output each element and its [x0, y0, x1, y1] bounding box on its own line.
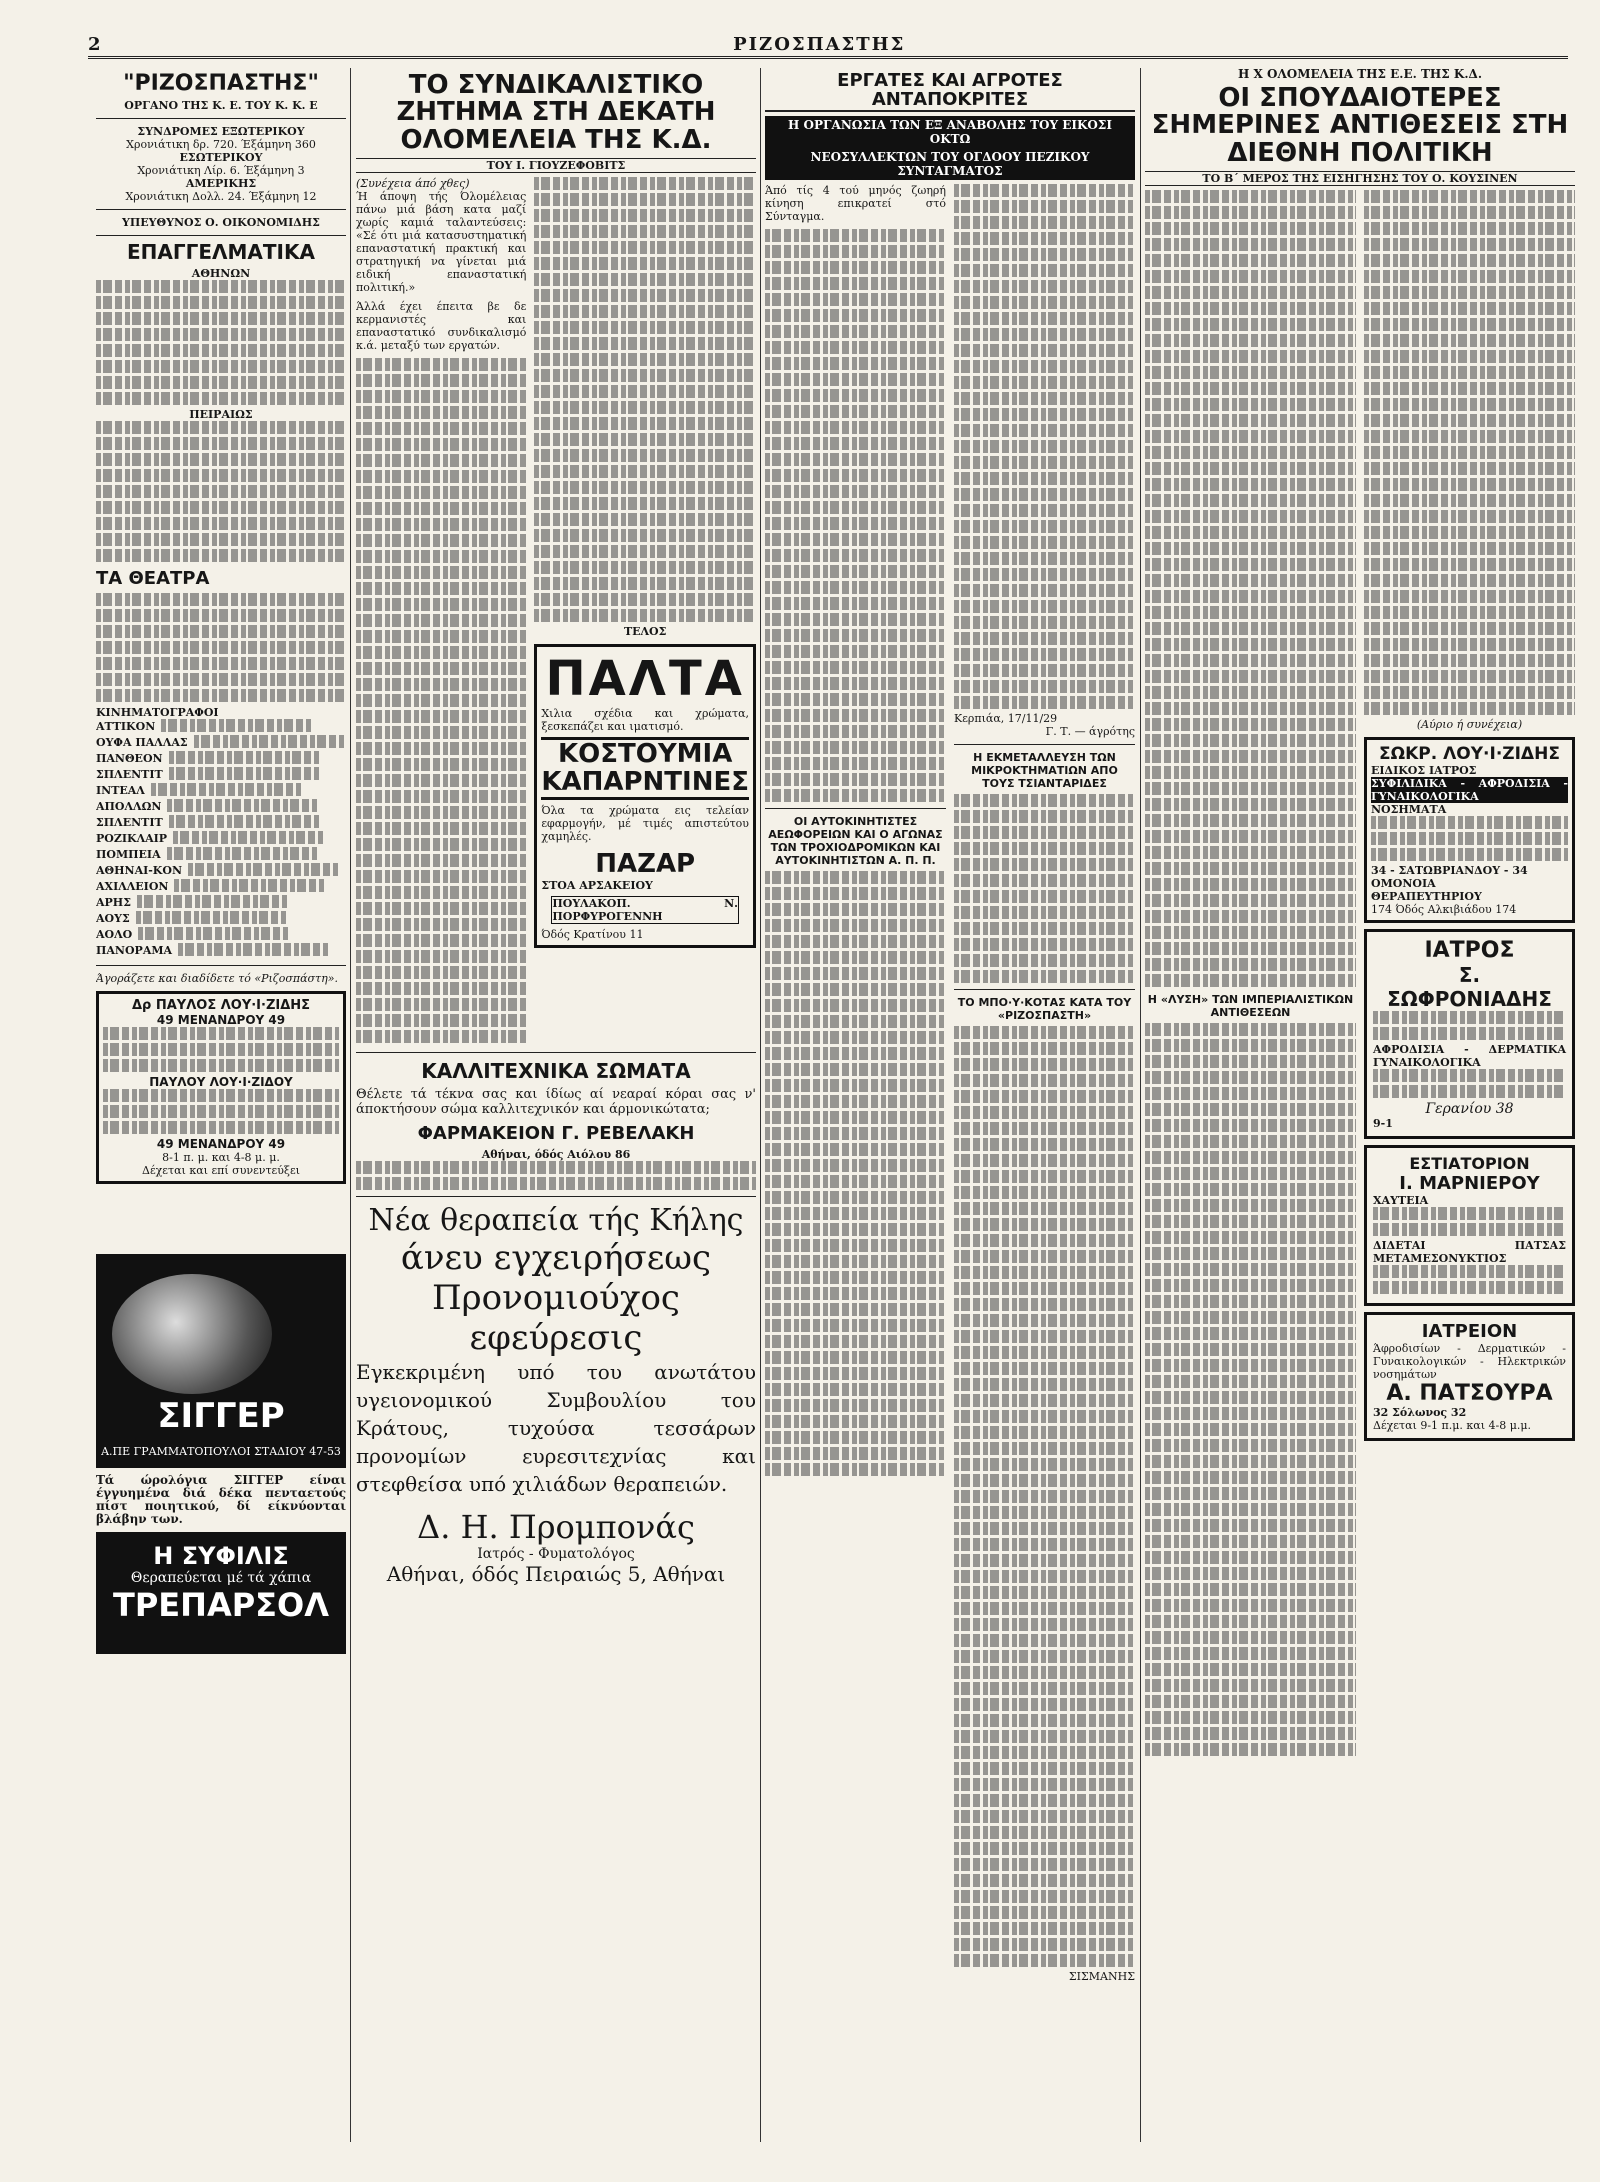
restaurant-heading: ΕΣΤΙΑΤΟΡΙΟΝ: [1409, 1153, 1530, 1173]
center-left-column: [356, 68, 756, 2142]
doctor-clinic: ΠΑΥΛΟΥ ΛΟΥ·Ι·ΖΙΔΟΥ: [149, 1075, 293, 1090]
column3-subtitle-2: ΝΕΟΣΥΛΛΕΚΤΩΝ ΤΟΥ ΟΓΔΟΟΥ ΠΕΖΙΚΟΥ ΣΥΝΤΑΓΜΑΤΟΣ: [765, 148, 1135, 180]
ad-bazaar: ΠΑΖΑΡ: [595, 849, 696, 880]
cinema-item: ΑΟΛΟ: [96, 927, 346, 943]
editor-line: ΥΠΕΥΘΥΝΟΣ Ο. ΟΙΚΟΝΟΜΙΔΗΣ: [122, 216, 320, 230]
singer-text: Τά ώρολόγια ΣΙΓΓΕΡ είναι έγγυημένα διά δέκα πενταετούς πίστ ποιητικού, δί είκνύονται βλάβην των.: [96, 1473, 346, 1527]
sofroniadis-specialty: ΑΦΡΟΔΙΣΙΑ - ΔΕΡΜΑΤΙΚΑ ΓΥΝΑΙΚΟΛΟΓΙΚΑ: [1373, 1042, 1566, 1069]
therapy-doctor-title: Ιατρός - Φυματολόγος: [477, 1545, 635, 1562]
therapy-doctor-address: Αθήναι, όδός Πειραιώς 5, Αθήναι: [386, 1561, 726, 1586]
paper-organ: ΟΡΓΑΝΟ ΤΗΣ Κ. Ε. ΤΟΥ Κ. Κ. Ε: [124, 99, 318, 113]
subscriptions-line: Χρονιάτικη Λίρ. 6. Έξάμηνη 3: [137, 164, 305, 178]
paragraph: Άλλά έχει έπειτα βε δε κερμανιστές και επαναστατικό συνδικαλισμό κ.ά. μεταξύ των εργατών.: [356, 299, 527, 352]
exploitation-heading: Η ΕΚΜΕΤΑΛΛΕΥΣΗ ΤΩΝ ΜΙΚΡΟΚΤΗΜΑΤΙΩΝ ΑΠΟ ΤΟΥΣ ΤΣΙΑΝΤΑΡΙΔΕΣ: [971, 750, 1118, 790]
ad-suits: ΚΟΣΤΟΥΜΙΑ ΚΑΠΑΡΝΤΙΝΕΣ: [541, 737, 749, 800]
column-rule: [1140, 68, 1141, 2142]
masthead-title: ΡΙΖΟΣΠΑΣΤΗΣ: [733, 33, 906, 55]
paragraph: Ή άποψη τής Όλομέλειας πάνω μιά βάση κατα μαζί χωρίς καμιά ταλαντεύσεις: «Σέ ότι μιά κατασυστηματική επαναστατική πρακτική και στρατηγική να γίνεται μιά ειδική επαναστατική πολιτική.»: [356, 189, 527, 294]
signoff-date: Κερπιάα, 17/11/29: [954, 711, 1058, 725]
center-right-column: [765, 68, 1135, 2142]
ad-bazaar-manager: ΠΟΥΛΑΚΟΠ. Ν. ΠΟΡΦΥΡΟΓΕΝΝΗ: [552, 897, 738, 924]
pharmacy-address: Αθήναι, όδός Αιόλου 86: [481, 1147, 631, 1161]
cinema-item: ΟΥΦΑ ΠΑΛΛΑΣ: [96, 735, 346, 751]
subscriptions-domestic-heading: ΕΣΩΤΕΡΙΚΟΥ: [179, 151, 263, 165]
sofroniadis-name: Σ. ΣΩΦΡΟΝΙΑΔΗΣ: [1387, 962, 1552, 1011]
doctor-pharmacy-address: 174 Όδός Αλκιβιάδου 174: [1371, 902, 1517, 916]
restaurant-name: Ι. ΜΑΡΝΙΕΡΟΥ: [1399, 1172, 1540, 1194]
singer-brand: ΣΙΓΓΕΡ: [157, 1396, 285, 1437]
sofroniadis-ad: [1364, 929, 1575, 1139]
therapy-heading: Νέα θεραπεία τής Κήλης: [368, 1202, 744, 1238]
doctor-address: 34 - ΣΑΤΩΒΡΙΑΝΔΟΥ - 34: [1371, 863, 1528, 877]
cinema-item: ΠΟΜΠΕΙΑ: [96, 847, 346, 863]
piraeus-label: ΠΕΙΡΑΙΩΣ: [189, 408, 253, 422]
clinic-name: Α. ΠΑΤΣΟΥΡΑ: [1386, 1380, 1553, 1406]
imperialist-heading: Η «ΛΥΣΗ» ΤΩΝ ΙΜΠΕΡΙΑΛΙΣΤΙΚΩΝ ΑΝΤΙΘΕΣΕΩΝ: [1147, 992, 1354, 1019]
cinema-item: ΑΡΗΣ: [96, 895, 346, 911]
cinema-item: ΣΠΛΕΝΤΙΤ: [96, 767, 346, 783]
syphilis-subtitle: Θεραπεύεται μέ τά χάπια: [130, 1570, 312, 1587]
doctor-address-2: 49 ΜΕΝΑΝΔΡΟΥ 49: [156, 1137, 286, 1152]
cinema-item: ΑΠΟΛΛΩΝ: [96, 799, 346, 815]
clinic-address: 32 Σόλωνος 32: [1373, 1405, 1467, 1419]
cinema-item: ΑΤΤΙΚΟΝ: [96, 719, 346, 735]
drivers-heading: ΟΙ ΑΥΤΟΚΙΝΗΤΙΣΤΕΣ ΑΕΩΦΟΡΕΙΩΝ ΚΑΙ Ο ΑΓΩΝΑΣ ΤΩΝ ΤΡΟΧΙΟΔΡΟΜΙΚΩΝ ΚΑΙ ΑΥΤΟΚΙΝΗΤΙΣΤΩΝ Α. Π. Π.: [768, 814, 943, 867]
doctor-title: ΕΙΔΙΚΟΣ ΙΑΤΡΟΣ: [1371, 763, 1477, 777]
clinic-specialty: Άφροδισίων - Δερματικών - Γυναικολογικών - Ηλεκτρικών νοσημάτων: [1373, 1341, 1566, 1381]
subscriptions-heading: ΣΥΝΔΡΟΜΕΣ ΕΞΩΤΕΡΙΚΟΥ: [137, 125, 305, 139]
syphilis-ad: [96, 1532, 346, 1654]
ad-bazaar-sub: ΣΤΟΑ ΑΡΣΑΚΕΙΟΥ: [541, 879, 653, 893]
doctor-name: Δρ ΠΑΥΛΟΣ ΛΟΥ·Ι·ΖΙΔΗΣ: [131, 998, 311, 1014]
therapy-patent: Προνομιούχος εφεύρεσις: [432, 1277, 680, 1358]
artistic-text: Θέλετε τά τέκνα σας και ίδίως αί νεαραί κόραι σας ν' άποκτήσουν σώμα καλλιτεχνικόν και άρμονικώτατα;: [356, 1086, 756, 1117]
therapy-doctor: Δ. Η. Προμπονάς: [417, 1507, 695, 1546]
subscriptions-america-heading: ΑΜΕΡΙΚΗΣ: [185, 177, 257, 191]
right-column: [1145, 68, 1575, 2142]
clinic-heading: ΙΑΤΡΕΙΟΝ: [1421, 1320, 1518, 1342]
doctor-hours: 8-1 π. μ. και 4-8 μ. μ.: [162, 1151, 280, 1165]
page-masthead: [88, 32, 1568, 59]
column-rule: [350, 68, 351, 2142]
restaurant-ad: [1364, 1145, 1575, 1306]
signoff-name: ΣΙΣΜΑΝΗΣ: [1068, 1969, 1135, 1983]
singer-illustration: [112, 1274, 272, 1394]
column-rule: [760, 68, 761, 2142]
article-end: ΤΕΛΟΣ: [623, 624, 667, 638]
doctor-ad: [96, 991, 346, 1184]
sofroniadis-heading: ΙΑΤΡΟΣ: [1424, 937, 1515, 963]
singer-sub: Α.ΠΕ ΓΡΑΜΜΑΤΟΠΟΥΛΟΙ ΣΤΑΔΙΟΥ 47-53: [101, 1445, 341, 1459]
artistic-heading: ΚΑΛΛΙΤΕΧΝΙΚΑ ΣΩΜΑΤΑ: [421, 1058, 691, 1083]
doctor-pharmacy: ΘΕΡΑΠΕΥΤΗΡΙΟΥ: [1371, 889, 1482, 903]
paragraph: Άπό τίς 4 τού μηνός ζωηρή κίνηση επικρατεί στό Σύνταγμα.: [765, 183, 946, 223]
cinema-item: ΡΟΖΙΚΛΑΙΡ: [96, 831, 346, 847]
cinema-item: ΠΑΝΘΕΟΝ: [96, 751, 346, 767]
ad-palta: ΠΑΛΤΑ: [545, 650, 745, 707]
doctor-note: Δέχεται και επί συνεντεύξει: [142, 1164, 300, 1178]
article-byline: ΤΟΥ Ι. ΓΙΟΥΖΕΦΟΒΙΤΣ: [356, 158, 756, 173]
therapy-subheading: άνευ εγχειρήσεως: [400, 1237, 712, 1278]
syphilis-title: Η ΣΥΦΙΛΙΣ: [153, 1542, 289, 1571]
article-title: ΟΙ ΣΠΟΥΔΑΙΟΤΕΡΕΣ ΣΗΜΕΡΙΝΕΣ ΑΝΤΙΘΕΣΕΙΣ ΣΤΗ ΔΙΕΘΝΗ ΠΟΛΙΤΙΚΗ: [1151, 83, 1569, 168]
doctor-specialty: ΣΥΦΙΛΙΔΙΚΑ - ΑΦΡΟΔΙΣΙΑ - ΓΥΝΑΙΚΟΛΟΓΙΚΑ: [1371, 776, 1568, 803]
page-number: 2: [88, 33, 101, 55]
cinema-item: ΣΠΛΕΝΤΙΤ: [96, 815, 346, 831]
restaurant-location: ΧΑΥΤΕΙΑ: [1373, 1193, 1429, 1207]
cinema-item: ΑΟΥΣ: [96, 911, 346, 927]
doctor-specialty-2: ΝΟΣΗΜΑΤΑ: [1371, 802, 1447, 816]
read-promo: Άγοράζετε και διαδίδετε τό «Ριζοσπάστη».: [96, 972, 338, 986]
cinema-item: ΠΑΝΟΡΑΜΑ: [96, 943, 346, 959]
pharmacy-name: ΦΑΡΜΑΚΕΙΟΝ Γ. ΡΕΒΕΛΑΚΗ: [417, 1122, 695, 1144]
article-kicker: Η Χ ΟΛΟΜΕΛΕΙΑ ΤΗΣ Ε.Ε. ΤΗΣ Κ.Δ.: [1238, 68, 1482, 81]
singer-ad: [96, 1254, 346, 1468]
article-title: ΤΟ ΣΥΝΔΙΚΑΛΙΣΤΙΚΟ ΖΗΤΗΜΑ ΣΤΗ ΔΕΚΑΤΗ ΟΛΟΜΕΛΕΙΑ ΤΗΣ Κ.Δ.: [396, 70, 716, 155]
doctor-address: 49 ΜΕΝΑΝΔΡΟΥ 49: [156, 1013, 286, 1028]
continued-note: (Συνέχεια άπό χθες): [356, 176, 470, 190]
therapy-approval: Εγκεκριμένη υπό του ανωτάτου υγειονομικού Συμβουλίου του Κράτους, τυχούσα τεσσάρων προνομίων ευρεσιτεχνίας και στεφθείσα υπό χιλιάδων θεραπειών.: [356, 1359, 756, 1496]
boycott-heading: ΤΟ ΜΠΟ·Υ·ΚΟΤΑΣ ΚΑΤΑ ΤΟΥ «ΡΙΖΟΣΠΑΣΤΗ»: [957, 995, 1132, 1022]
article-byline: ΤΟ Β΄ ΜΕΡΟΣ ΤΗΣ ΕΙΣΗΓΗΣΗΣ ΤΟΥ Ο. ΚΟΥΣΙΝΕΝ: [1145, 171, 1575, 186]
left-column: [96, 68, 346, 2142]
doctor-ad: [1364, 737, 1575, 923]
cinema-item: ΙΝΤΕΑΛ: [96, 783, 346, 799]
cinema-list: [96, 719, 346, 959]
cinema-item: ΑΧΙΛΛΕΙΟΝ: [96, 879, 346, 895]
doctor-area: ΟΜΟΝΟΙΑ: [1371, 876, 1436, 890]
doctor-name: ΣΩΚΡ. ΛΟΥ·Ι·ΖΙΔΗΣ: [1379, 743, 1560, 764]
continued-next: (Αύριο ή συνέχεια): [1416, 717, 1523, 731]
cinema-item: ΑΘΗΝΑΙ-ΚΟΝ: [96, 863, 346, 879]
column3-subtitle: Η ΟΡΓΑΝΩΣΙΑ ΤΩΝ ΕΞ ΑΝΑΒΟΛΗΣ ΤΟΥ ΕΙΚΟΣΙ ΟΚΤΩ: [765, 116, 1135, 148]
professional-heading: ΕΠΑΓΓΕΛΜΑΤΙΚΑ: [127, 240, 315, 265]
cinemas-heading: ΚΙΝΗΜΑΤΟΓΡΑΦΟΙ: [96, 706, 219, 720]
column3-title: ΕΡΓΑΤΕΣ ΚΑΙ ΑΓΡΟΤΕΣ ΑΝΤΑΠΟΚΡΙΤΕΣ: [765, 72, 1135, 112]
clinic-hours: Δέχεται 9-1 π.μ. και 4-8 μ.μ.: [1373, 1418, 1532, 1432]
clinic-ad: [1364, 1312, 1575, 1441]
sofroniadis-address: Γερανίου 38: [1425, 1100, 1514, 1117]
ad-suits-sub: Όλα τα χρώματα εις τελείαν εφαρμογήν, μέ τιμές απιστεύτου χαμηλές.: [541, 804, 749, 844]
ad-palta-sub: Χιλια σχέδια και χρώματα, ξεσκεπάζει και ιματισμό.: [541, 706, 749, 733]
theatres-heading: ΤΑ ΘΕΑΤΡΑ: [96, 568, 210, 590]
athens-label: ΑΘΗΝΩΝ: [191, 267, 251, 281]
paper-name: "ΡΙΖΟΣΠΑΣΤΗΣ": [123, 71, 319, 96]
syphilis-brand: ΤΡΕΠΑΡΣΟΛ: [113, 1586, 329, 1625]
signoff-author: Γ. Τ. — άγρότης: [1045, 724, 1135, 738]
restaurant-special: ΔΙΔΕΤΑΙ ΠΑΤΣΑΣ ΜΕΤΑΜΕΣΟΝΥΚΤΙΟΣ: [1373, 1238, 1566, 1265]
sofroniadis-hours: 9-1: [1373, 1116, 1393, 1130]
ad-bazaar-address: Όδός Κρατίνου 11: [541, 928, 644, 942]
subscriptions-line: Χρονιάτικη Δολλ. 24. Έξάμηνη 12: [125, 190, 317, 204]
subscriptions-line: Χρονιάτικη δρ. 720. Έξάμηνη 360: [126, 138, 316, 152]
clothing-ad: [534, 644, 756, 948]
